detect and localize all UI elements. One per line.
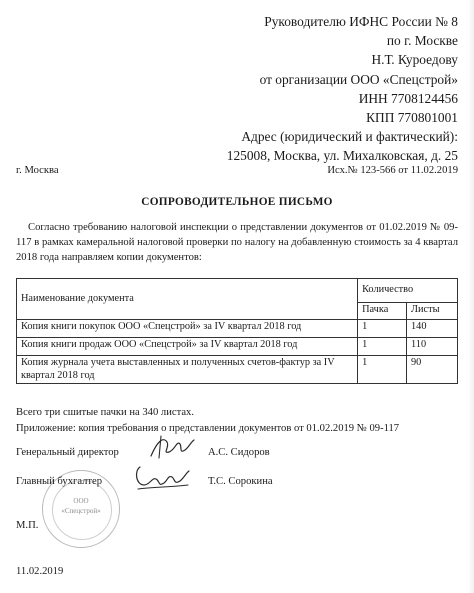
summary-block bbox=[16, 405, 399, 436]
city: г. Москва bbox=[16, 165, 59, 176]
header-document-name: Наименование документа bbox=[17, 279, 358, 320]
inn-line: ИНН 7708124456 bbox=[358, 90, 458, 106]
row-pack: 1 bbox=[358, 320, 407, 338]
outgoing-number: Исх.№ 123-566 от 11.02.2019 bbox=[327, 165, 458, 176]
accountant-role: Главный бухгалтер bbox=[16, 476, 103, 487]
table-row bbox=[17, 356, 458, 384]
header-quantity: Количество bbox=[358, 279, 458, 303]
recipient-line: Руководителю ИФНС России № 8 bbox=[264, 14, 458, 29]
letter-title: СОПРОВОДИТЕЛЬНОЕ ПИСЬМО bbox=[141, 196, 333, 208]
recipient-block bbox=[227, 12, 458, 166]
table-row bbox=[17, 320, 458, 338]
row-document-name: Копия книги продаж ООО «Спецстрой» за IV квартал 2018 год bbox=[17, 338, 358, 356]
director-name: А.С. Сидоров bbox=[208, 447, 270, 458]
sender-line: от организации ООО «Спецстрой» bbox=[259, 71, 458, 87]
director-role: Генеральный директор bbox=[16, 447, 119, 458]
accountant-name: Т.С. Сорокина bbox=[208, 476, 273, 487]
header-sheets: Листы bbox=[407, 303, 458, 320]
attachment-text: Приложение: копия требования о представлении документов от 01.02.2019 № 09-117 bbox=[16, 422, 400, 434]
row-sheets: 110 bbox=[407, 338, 458, 356]
accountant-signature bbox=[132, 457, 192, 497]
kpp-line: КПП 770801001 bbox=[366, 110, 458, 126]
row-document-name: Копия журнала учета выставленных и полученных счетов-фактур за IV квартал 2018 год bbox=[17, 356, 358, 384]
address-label: Адрес (юридический и фактический): bbox=[241, 129, 458, 145]
stamp-place-label: М.П. bbox=[16, 520, 39, 531]
total-text: Всего три сшитые пачки на 340 листах. bbox=[16, 407, 194, 418]
row-pack: 1 bbox=[358, 338, 407, 356]
document-date: 11.02.2019 bbox=[16, 566, 64, 577]
row-pack: 1 bbox=[358, 356, 407, 384]
recipient-line: по г. Москве bbox=[386, 33, 458, 49]
stamp-text: ООО bbox=[73, 497, 89, 505]
address-value: 125008, Москва, ул. Михалковская, д. 25 bbox=[226, 148, 458, 164]
recipient-line: Н.Т. Куроедову bbox=[371, 52, 458, 68]
documents-table bbox=[16, 278, 458, 384]
page-edge-shadow bbox=[468, 0, 474, 593]
stamp-text: «Спецстрой» bbox=[61, 507, 101, 515]
table-row bbox=[17, 338, 458, 356]
row-document-name: Копия книги покупок ООО «Спецстрой» за IV квартал 2018 год bbox=[17, 320, 358, 338]
row-sheets: 90 bbox=[407, 356, 458, 384]
body-paragraph: Согласно требованию налоговой инспекции о представлении документов от 01.02.2019 № 09-117 в рамках камеральной налоговой проверки по налогу на добавленную стоимость за 4 квартал 2018 года направляем копии документов: bbox=[16, 222, 458, 263]
header-pack: Пачка bbox=[358, 303, 407, 320]
row-sheets: 140 bbox=[407, 320, 458, 338]
